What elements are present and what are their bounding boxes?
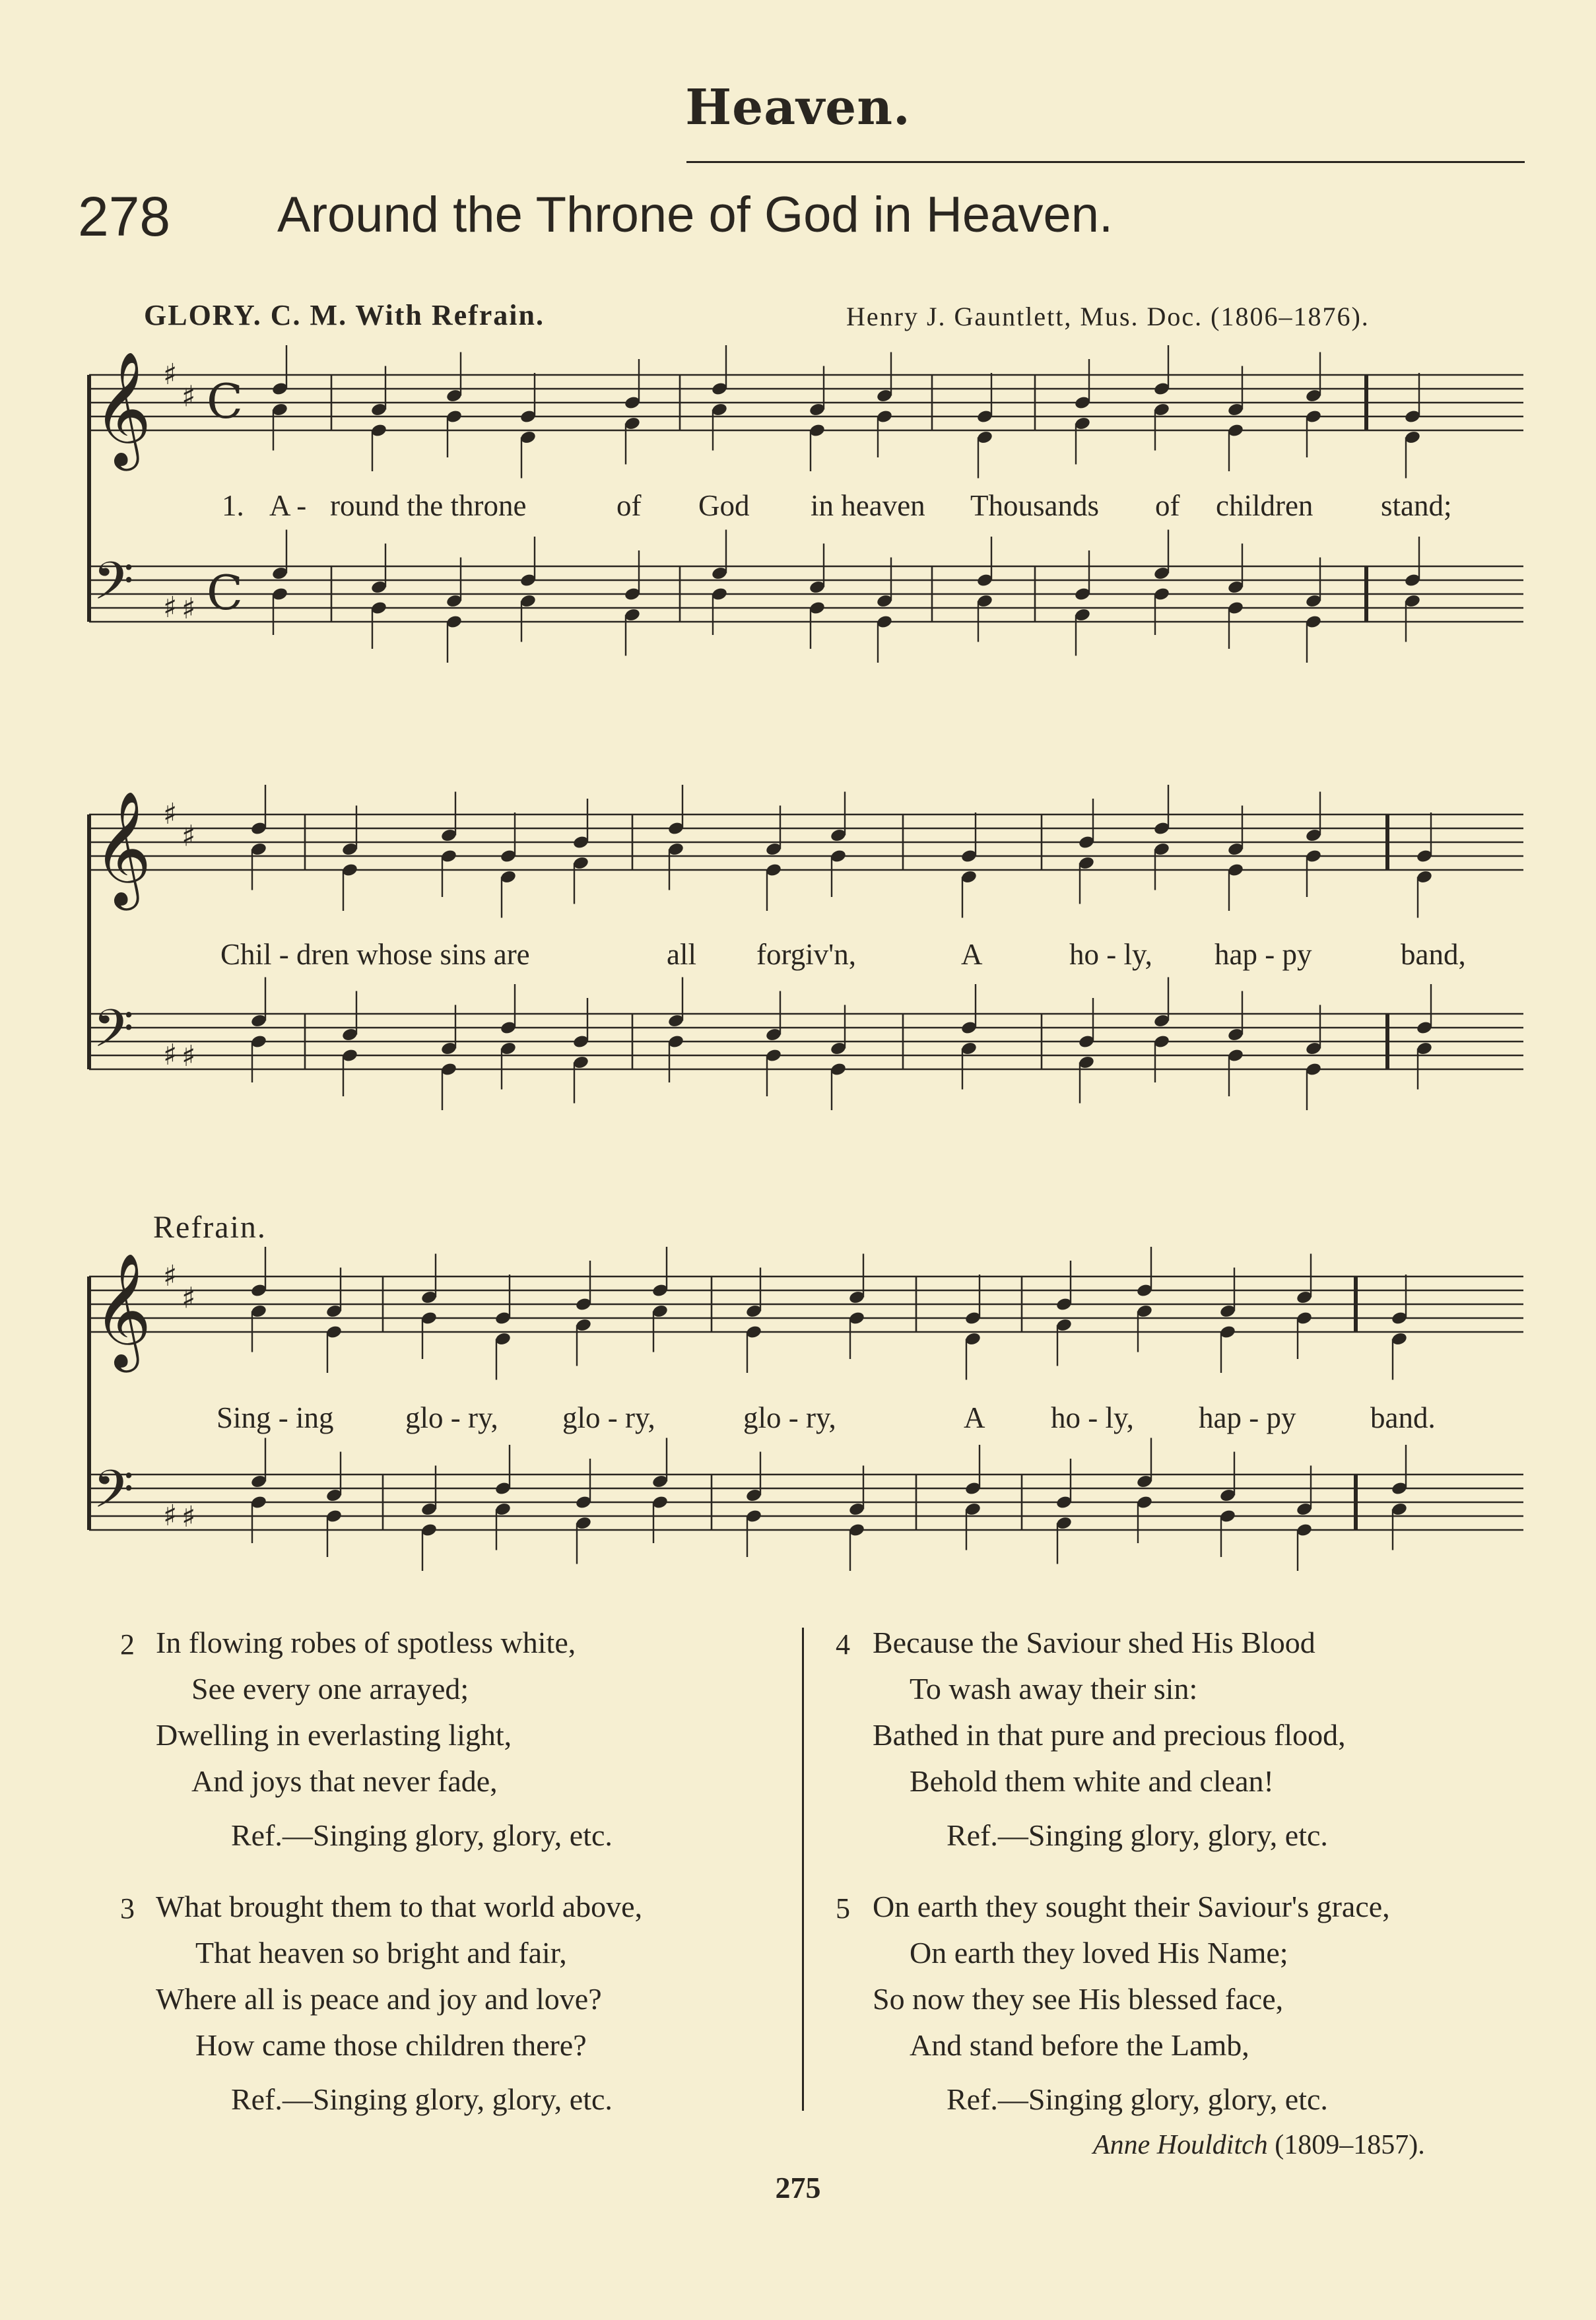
lyric-syllable: forgiv'n, bbox=[756, 938, 857, 971]
sharp-sign: ♯ bbox=[163, 1038, 178, 1072]
stanza-number: 4 bbox=[836, 1628, 850, 1661]
lyric-syllable: ho - ly, bbox=[1069, 938, 1152, 971]
sharp-sign: ♯ bbox=[182, 1040, 196, 1073]
lyric-syllable: 1. bbox=[222, 489, 244, 522]
verse-line: Because the Saviour shed His Blood bbox=[873, 1626, 1315, 1659]
sharp-sign: ♯ bbox=[182, 1500, 196, 1534]
lyric-syllable: A - bbox=[269, 489, 307, 522]
verse-line: In flowing robes of spotless white, bbox=[156, 1626, 576, 1659]
sharp-sign: ♯ bbox=[163, 797, 178, 831]
verse-line: And stand before the Lamb, bbox=[910, 2028, 1249, 2062]
refrain-reference: Ref.—Singing glory, glory, etc. bbox=[947, 1818, 1328, 1852]
hymn-number: 278 bbox=[78, 185, 171, 248]
verse-line: Dwelling in everlasting light, bbox=[156, 1718, 512, 1752]
lyric-syllable: Sing - ing bbox=[216, 1401, 334, 1434]
lyric-syllable: hap - py bbox=[1199, 1401, 1296, 1434]
treble-clef: 𝄞 bbox=[93, 1253, 152, 1368]
refrain-reference: Ref.—Singing glory, glory, etc. bbox=[231, 1818, 613, 1852]
hymn-title: Around the Throne of God in Heaven. bbox=[277, 187, 1114, 243]
verse-line: On earth they sought their Saviour's grace, bbox=[873, 1890, 1390, 1923]
verse-line: Behold them white and clean! bbox=[910, 1764, 1274, 1798]
lyric-syllable: ho - ly, bbox=[1051, 1401, 1134, 1434]
section-title: Heaven. bbox=[685, 79, 911, 136]
stanza-number: 2 bbox=[120, 1628, 135, 1661]
lyric-syllable: round the throne bbox=[330, 489, 527, 522]
refrain-label: Refrain. bbox=[153, 1210, 267, 1245]
lyric-syllable: band. bbox=[1370, 1401, 1436, 1434]
tune-name: GLORY. C. M. With Refrain. bbox=[144, 299, 545, 331]
sharp-sign: ♯ bbox=[182, 380, 196, 414]
sharp-sign: ♯ bbox=[182, 1281, 196, 1315]
author-credit bbox=[1093, 2129, 1425, 2161]
sharp-sign: ♯ bbox=[163, 1499, 178, 1533]
verse-line: So now they see His blessed face, bbox=[873, 1982, 1284, 2016]
sharp-sign: ♯ bbox=[163, 358, 178, 391]
bass-clef: 𝄢 bbox=[93, 550, 134, 624]
stanza-number: 5 bbox=[836, 1892, 850, 1925]
page-number: 275 bbox=[775, 2171, 821, 2204]
lyric-syllable: glo - ry, bbox=[743, 1401, 836, 1434]
verse-line: And joys that never fade, bbox=[191, 1764, 498, 1798]
lyric-syllable: band, bbox=[1401, 938, 1466, 971]
stanza-number: 3 bbox=[120, 1892, 135, 1925]
verse-line: How came those children there? bbox=[195, 2028, 587, 2062]
lyric-syllable: children bbox=[1216, 489, 1313, 522]
time-signature: C bbox=[207, 374, 244, 429]
treble-clef: 𝄞 bbox=[93, 351, 152, 466]
lyric-syllable: of bbox=[1155, 489, 1180, 522]
lyric-syllable: A bbox=[961, 938, 983, 971]
verse-line: To wash away their sin: bbox=[910, 1672, 1198, 1706]
column-divider bbox=[802, 1628, 804, 2111]
lyric-syllable: A bbox=[964, 1401, 985, 1434]
verse-line: Bathed in that pure and precious flood, bbox=[873, 1718, 1346, 1752]
verse-line: That heaven so bright and fair, bbox=[195, 1936, 567, 1970]
treble-clef: 𝄞 bbox=[93, 791, 152, 906]
sharp-sign: ♯ bbox=[182, 592, 196, 626]
lyric-syllable: glo - ry, bbox=[405, 1401, 498, 1434]
lyric-syllable: Thousands bbox=[970, 489, 1099, 522]
lyric-syllable: all bbox=[667, 938, 696, 971]
lyric-syllable: glo - ry, bbox=[562, 1401, 655, 1434]
refrain-reference: Ref.—Singing glory, glory, etc. bbox=[231, 2082, 613, 2116]
verse-line: On earth they loved His Name; bbox=[910, 1936, 1288, 1970]
bass-clef: 𝄢 bbox=[93, 1459, 134, 1533]
lyric-syllable: God bbox=[698, 489, 750, 522]
lyric-syllable: hap - py bbox=[1214, 938, 1312, 971]
time-signature: C bbox=[207, 565, 244, 620]
verse-line: What brought them to that world above, bbox=[156, 1890, 643, 1923]
refrain-reference: Ref.—Singing glory, glory, etc. bbox=[947, 2082, 1328, 2116]
author-name: Anne Houlditch bbox=[1093, 2130, 1268, 2160]
verse-line: See every one arrayed; bbox=[191, 1672, 469, 1706]
verse-line: Where all is peace and joy and love? bbox=[156, 1982, 602, 2016]
bass-clef: 𝄢 bbox=[93, 998, 134, 1072]
lyric-syllable: stand; bbox=[1381, 489, 1452, 522]
lyric-syllable: Chil - dren whose sins are bbox=[220, 938, 530, 971]
sharp-sign: ♯ bbox=[163, 591, 178, 624]
composer-credit: Henry J. Gauntlett, Mus. Doc. (1806–1876). bbox=[846, 302, 1370, 331]
lyric-syllable: in heaven bbox=[811, 489, 925, 522]
sharp-sign: ♯ bbox=[182, 819, 196, 853]
lyric-syllable: of bbox=[616, 489, 642, 522]
author-years: (1809–1857). bbox=[1275, 2130, 1425, 2160]
sharp-sign: ♯ bbox=[163, 1259, 178, 1293]
